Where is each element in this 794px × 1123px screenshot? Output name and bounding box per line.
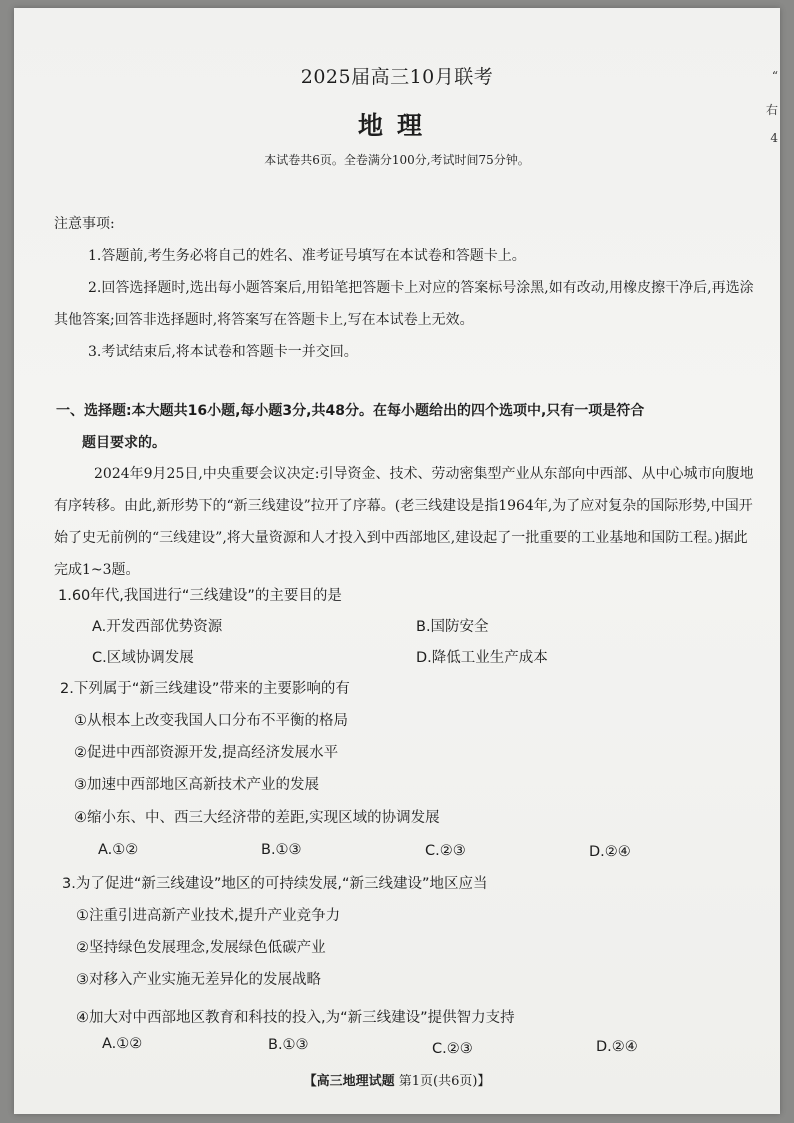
- question-stem: 3.为了促进“新三线建设”地区的可持续发展,“新三线建设”地区应当: [62, 876, 488, 892]
- section-heading-line: 题目要求的。: [82, 435, 166, 451]
- statement: ④缩小东、中、西三大经济带的差距,实现区域的协调发展: [74, 810, 440, 826]
- edge-fragment: 右: [765, 103, 778, 117]
- reading-material: [54, 458, 756, 586]
- question-stem: 2.下列属于“新三线建设”带来的主要影响的有: [60, 681, 350, 697]
- notice-item: 1.答题前,考生务必将自己的姓名、准考证号填写在本试卷和答题卡上。: [88, 248, 526, 264]
- option-b: B.①③: [268, 1037, 309, 1053]
- section-heading: [56, 395, 756, 459]
- statement: ①从根本上改变我国人口分布不平衡的格局: [74, 713, 348, 729]
- statement: ①注重引进高新产业技术,提升产业竞争力: [76, 908, 341, 924]
- question-stem: 1.60年代,我国进行“三线建设”的主要目的是: [58, 588, 342, 604]
- option-a: A.①②: [98, 842, 139, 858]
- page-footer: [14, 1070, 780, 1089]
- option-b: B.①③: [261, 842, 302, 858]
- statement: ③加速中西部地区高新技术产业的发展: [74, 777, 319, 793]
- notice-item: 2.回答选择题时,选出每小题答案后,用铅笔把答题卡上对应的答案标号涂黑,如有改动,用橡皮擦干净后,再选涂其他答案;回答非选择题时,将答案写在答题卡上,写在本试卷上无效。: [54, 280, 754, 328]
- statement: ④加大对中西部地区教育和科技的投入,为“新三线建设”提供智力支持: [76, 1010, 515, 1026]
- notice-block: [54, 208, 754, 368]
- option-d: D.②④: [596, 1039, 638, 1055]
- footer-page-number: 第1页(共6页)】: [398, 1074, 491, 1089]
- option-b: B.国防安全: [416, 619, 489, 635]
- option-c: C.区域协调发展: [92, 650, 194, 666]
- option-d: D.降低工业生产成本: [416, 650, 548, 666]
- option-d: D.②④: [589, 844, 631, 860]
- edge-fragment: “: [771, 69, 778, 83]
- notice-item: 3.考试结束后,将本试卷和答题卡一并交回。: [88, 344, 358, 360]
- statement: ②坚持绿色发展理念,发展绿色低碳产业: [76, 940, 326, 956]
- edge-fragment: 4: [770, 131, 778, 145]
- statement: ③对移入产业实施无差异化的发展战略: [76, 972, 321, 988]
- option-c: C.②③: [425, 843, 466, 859]
- option-a: A.开发西部优势资源: [92, 619, 223, 635]
- footer-label: 【高三地理试题: [303, 1074, 395, 1089]
- statement: ②促进中西部资源开发,提高经济发展水平: [74, 745, 339, 761]
- subject-title: 地理: [357, 111, 436, 140]
- section-heading-line: 一、选择题:本大题共16小题,每小题3分,共48分。在每小题给出的四个选项中,只有一项是符合: [56, 403, 645, 419]
- exam-title: 2025届高三10月联考: [300, 66, 494, 88]
- notice-title: 注意事项:: [54, 216, 115, 232]
- option-a: A.①②: [102, 1036, 143, 1052]
- exam-info: 本试卷共6页。全卷满分100分,考试时间75分钟。: [264, 153, 530, 167]
- option-c: C.②③: [432, 1041, 473, 1057]
- material-text: 2024年9月25日,中央重要会议决定:引导资金、技术、劳动密集型产业从东部向中西部、从中心城市向腹地有序转移。由此,新形势下的“新三线建设”拉开了序幕。(老三线建设是指1964年,为了应对复杂的国际形势,中国开始了史无前例的“三线建设”,将大量资源和人才投入到中西部地区,建设起了一批重要的工业基地和国防工程。)据此完成1~3题。: [54, 466, 754, 578]
- exam-page: [14, 8, 780, 1114]
